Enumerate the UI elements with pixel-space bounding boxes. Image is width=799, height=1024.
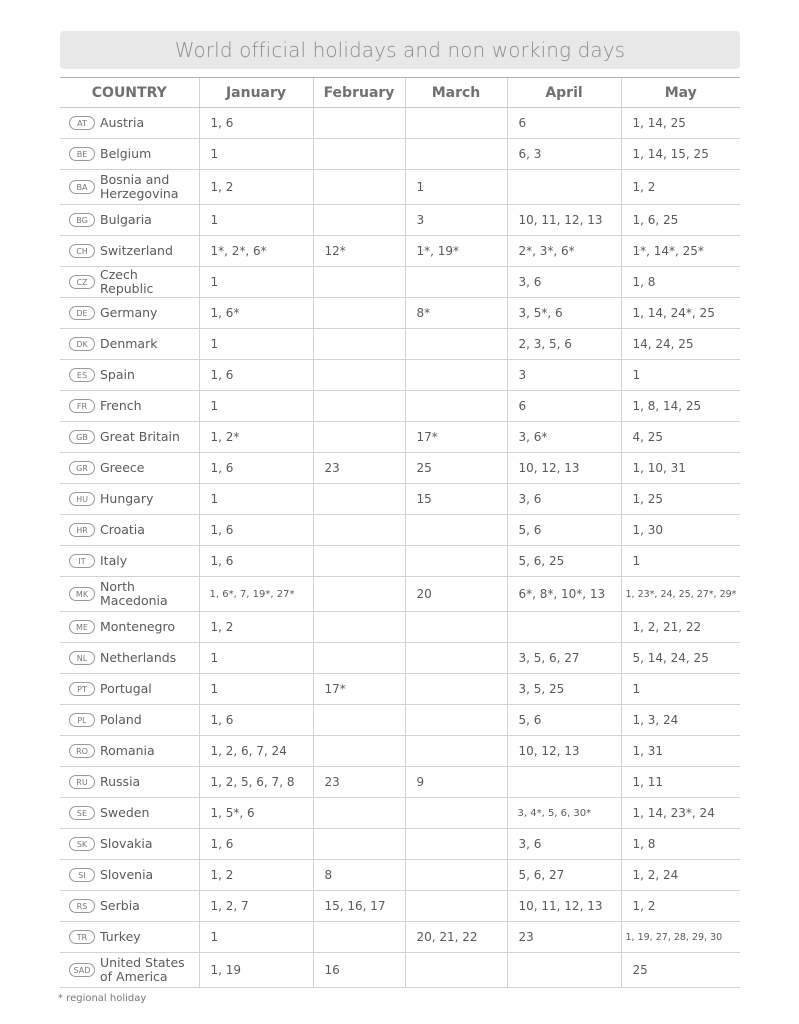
country-cell	[60, 612, 199, 643]
holiday-cell-apr: 5, 6	[507, 515, 621, 546]
table-row	[60, 391, 740, 422]
country-code-badge: BG	[69, 213, 95, 227]
country-code-badge: SK	[69, 837, 95, 851]
country-name: North Macedonia	[100, 579, 168, 608]
holiday-cell-jan: 1, 2, 7	[199, 891, 313, 922]
country-name: Greece	[100, 460, 145, 476]
holiday-cell-mar: 20	[405, 577, 507, 612]
country-code-badge: RS	[69, 899, 95, 913]
holiday-cell-feb	[313, 577, 405, 612]
holiday-cell-apr: 10, 12, 13	[507, 453, 621, 484]
holiday-cell-may: 1, 14, 23*, 24	[621, 798, 740, 829]
country-code-badge: ES	[69, 368, 95, 382]
country-name: Italy	[100, 553, 128, 569]
holiday-cell-apr	[507, 170, 621, 205]
holiday-cell-jan: 1	[199, 391, 313, 422]
table-row	[60, 298, 740, 329]
holiday-cell-may: 1, 8	[621, 267, 740, 298]
holiday-cell-mar	[405, 953, 507, 988]
country-code-badge: BA	[69, 180, 95, 194]
holiday-cell-jan: 1, 6	[199, 360, 313, 391]
country-name: Hungary	[100, 491, 154, 507]
table-row	[60, 612, 740, 643]
holiday-cell-may: 1, 19, 27, 28, 29, 30	[621, 922, 740, 953]
holiday-cell-feb	[313, 643, 405, 674]
holiday-cell-apr: 3, 6	[507, 829, 621, 860]
country-name: Slovenia	[100, 867, 154, 883]
holiday-cell-jan: 1, 6	[199, 705, 313, 736]
country-name: Croatia	[100, 522, 145, 538]
holiday-cell-feb: 15, 16, 17	[313, 891, 405, 922]
holiday-cell-feb	[313, 798, 405, 829]
holiday-cell-apr	[507, 767, 621, 798]
country-cell	[60, 236, 199, 267]
holiday-cell-apr: 6, 3	[507, 139, 621, 170]
country-cell	[60, 829, 199, 860]
table-row	[60, 139, 740, 170]
country-cell	[60, 736, 199, 767]
holiday-cell-jan: 1	[199, 484, 313, 515]
holiday-cell-apr: 3, 4*, 5, 6, 30*	[507, 798, 621, 829]
holiday-cell-jan: 1, 6	[199, 453, 313, 484]
country-cell	[60, 360, 199, 391]
holiday-cell-mar	[405, 891, 507, 922]
holidays-table	[60, 78, 740, 988]
country-name: Denmark	[100, 336, 158, 352]
holiday-cell-feb: 23	[313, 767, 405, 798]
table-row	[60, 108, 740, 139]
holiday-cell-jan: 1, 2	[199, 170, 313, 205]
country-cell	[60, 139, 199, 170]
table-body	[60, 108, 740, 988]
holiday-cell-apr: 3, 6	[507, 484, 621, 515]
table-row	[60, 922, 740, 953]
holiday-cell-may: 14, 24, 25	[621, 329, 740, 360]
holiday-cell-jan: 1	[199, 329, 313, 360]
table-row	[60, 767, 740, 798]
holiday-cell-apr: 6*, 8*, 10*, 13	[507, 577, 621, 612]
holiday-cell-jan: 1	[199, 139, 313, 170]
holiday-cell-feb	[313, 267, 405, 298]
country-name: Turkey	[100, 929, 141, 945]
country-name: Poland	[100, 712, 142, 728]
country-code-badge: PT	[69, 682, 95, 696]
holiday-cell-may: 1, 2, 24	[621, 860, 740, 891]
country-name: French	[100, 398, 142, 414]
holiday-cell-mar	[405, 139, 507, 170]
country-cell	[60, 953, 199, 988]
table-row	[60, 515, 740, 546]
country-cell	[60, 108, 199, 139]
country-code-badge: RO	[69, 744, 95, 758]
holiday-cell-apr: 3, 5*, 6	[507, 298, 621, 329]
holiday-cell-feb	[313, 360, 405, 391]
country-code-badge: DK	[69, 337, 95, 351]
holiday-cell-apr: 10, 11, 12, 13	[507, 205, 621, 236]
holiday-cell-feb: 17*	[313, 674, 405, 705]
holiday-cell-feb	[313, 612, 405, 643]
country-cell	[60, 546, 199, 577]
holiday-cell-feb	[313, 139, 405, 170]
country-name: Russia	[100, 774, 141, 790]
holiday-cell-jan: 1, 6	[199, 108, 313, 139]
holiday-cell-mar	[405, 391, 507, 422]
holiday-cell-may: 1	[621, 360, 740, 391]
holiday-cell-feb	[313, 170, 405, 205]
holiday-cell-feb: 23	[313, 453, 405, 484]
holiday-cell-feb	[313, 515, 405, 546]
header-may: May	[621, 78, 740, 108]
holiday-cell-feb	[313, 391, 405, 422]
holiday-cell-jan: 1, 6*	[199, 298, 313, 329]
holiday-cell-mar	[405, 515, 507, 546]
holiday-cell-apr: 10, 11, 12, 13	[507, 891, 621, 922]
table-row	[60, 329, 740, 360]
holiday-cell-jan: 1, 2*	[199, 422, 313, 453]
holiday-cell-may: 1, 8, 14, 25	[621, 391, 740, 422]
table-row	[60, 705, 740, 736]
table-row	[60, 577, 740, 612]
country-code-badge: ME	[69, 620, 95, 634]
country-name: United States of America	[100, 955, 185, 984]
holiday-cell-may: 1*, 14*, 25*	[621, 236, 740, 267]
page-title: World official holidays and non working days	[60, 31, 740, 69]
country-code-badge: MK	[69, 587, 95, 601]
holiday-cell-may: 4, 25	[621, 422, 740, 453]
country-name: Switzerland	[100, 243, 173, 259]
country-cell	[60, 643, 199, 674]
holiday-cell-apr: 5, 6	[507, 705, 621, 736]
footnote: * regional holiday	[58, 993, 147, 1004]
country-cell	[60, 484, 199, 515]
holiday-cell-mar: 3	[405, 205, 507, 236]
holiday-cell-mar: 20, 21, 22	[405, 922, 507, 953]
holiday-cell-may: 1, 2, 21, 22	[621, 612, 740, 643]
country-cell	[60, 422, 199, 453]
holiday-cell-may: 1, 2	[621, 170, 740, 205]
holiday-cell-apr: 3, 5, 25	[507, 674, 621, 705]
country-name: Portugal	[100, 681, 152, 697]
table-row	[60, 484, 740, 515]
holiday-cell-may: 25	[621, 953, 740, 988]
country-code-badge: GR	[69, 461, 95, 475]
country-cell	[60, 329, 199, 360]
holiday-cell-may: 1, 30	[621, 515, 740, 546]
holiday-cell-apr	[507, 612, 621, 643]
header-february: February	[313, 78, 405, 108]
country-code-badge: NL	[69, 651, 95, 665]
country-code-badge: GB	[69, 430, 95, 444]
country-code-badge: SI	[69, 868, 95, 882]
holiday-cell-feb	[313, 705, 405, 736]
country-cell	[60, 674, 199, 705]
country-name: Montenegro	[100, 619, 176, 635]
header-january: January	[199, 78, 313, 108]
holiday-cell-apr: 5, 6, 25	[507, 546, 621, 577]
holiday-cell-apr: 3	[507, 360, 621, 391]
table-header-row	[60, 78, 740, 108]
country-code-badge: BE	[69, 147, 95, 161]
holiday-cell-may: 1, 2	[621, 891, 740, 922]
holiday-cell-mar	[405, 674, 507, 705]
holiday-cell-apr: 6	[507, 108, 621, 139]
holiday-cell-feb	[313, 329, 405, 360]
holiday-cell-feb: 8	[313, 860, 405, 891]
country-code-badge: AT	[69, 116, 95, 130]
header-april: April	[507, 78, 621, 108]
holiday-cell-apr: 6	[507, 391, 621, 422]
holiday-cell-jan: 1	[199, 643, 313, 674]
holiday-cell-feb	[313, 422, 405, 453]
holiday-cell-jan: 1, 19	[199, 953, 313, 988]
holiday-cell-mar	[405, 829, 507, 860]
country-code-badge: HU	[69, 492, 95, 506]
country-cell	[60, 705, 199, 736]
country-name: Serbia	[100, 898, 140, 914]
holiday-cell-mar: 1	[405, 170, 507, 205]
country-name: Czech Republic	[100, 267, 154, 296]
holiday-cell-jan: 1, 6*, 7, 19*, 27*	[199, 577, 313, 612]
country-cell	[60, 860, 199, 891]
country-code-badge: PL	[69, 713, 95, 727]
country-cell	[60, 298, 199, 329]
table-row	[60, 674, 740, 705]
holiday-cell-mar	[405, 612, 507, 643]
holiday-cell-mar	[405, 360, 507, 391]
country-cell	[60, 453, 199, 484]
table-row	[60, 953, 740, 988]
holiday-cell-feb	[313, 108, 405, 139]
country-name: Slovakia	[100, 836, 153, 852]
table-row	[60, 891, 740, 922]
country-cell	[60, 205, 199, 236]
holiday-cell-mar	[405, 643, 507, 674]
holiday-cell-mar: 9	[405, 767, 507, 798]
table-row	[60, 267, 740, 298]
country-code-badge: IT	[69, 554, 95, 568]
holiday-cell-feb	[313, 736, 405, 767]
holiday-cell-feb	[313, 829, 405, 860]
country-code-badge: SE	[69, 806, 95, 820]
holiday-cell-jan: 1, 6	[199, 515, 313, 546]
country-name: Bosnia and Herzegovina	[100, 172, 179, 201]
holiday-cell-feb: 12*	[313, 236, 405, 267]
holiday-cell-jan: 1	[199, 205, 313, 236]
holiday-cell-apr: 3, 6	[507, 267, 621, 298]
country-cell	[60, 922, 199, 953]
holiday-cell-jan: 1, 2	[199, 612, 313, 643]
country-name: Austria	[100, 115, 145, 131]
holiday-cell-may: 1, 10, 31	[621, 453, 740, 484]
table-row	[60, 236, 740, 267]
holiday-cell-jan: 1, 2, 5, 6, 7, 8	[199, 767, 313, 798]
country-cell	[60, 891, 199, 922]
country-name: Belgium	[100, 146, 152, 162]
holiday-cell-mar	[405, 267, 507, 298]
table-row	[60, 829, 740, 860]
holiday-cell-feb	[313, 922, 405, 953]
country-code-badge: TR	[69, 930, 95, 944]
holiday-cell-apr: 3, 5, 6, 27	[507, 643, 621, 674]
holiday-cell-jan: 1	[199, 922, 313, 953]
holiday-cell-may: 1, 3, 24	[621, 705, 740, 736]
holiday-cell-jan: 1*, 2*, 6*	[199, 236, 313, 267]
country-code-badge: CZ	[69, 275, 95, 289]
holiday-cell-mar	[405, 736, 507, 767]
country-code-badge: RU	[69, 775, 95, 789]
country-cell	[60, 767, 199, 798]
country-name: Netherlands	[100, 650, 177, 666]
holiday-cell-mar	[405, 705, 507, 736]
country-cell	[60, 577, 199, 612]
country-name: Great Britain	[100, 429, 180, 445]
holiday-cell-feb	[313, 484, 405, 515]
header-march: March	[405, 78, 507, 108]
holiday-cell-may: 1, 25	[621, 484, 740, 515]
table-row	[60, 860, 740, 891]
country-cell	[60, 798, 199, 829]
holiday-cell-mar	[405, 329, 507, 360]
holiday-cell-jan: 1, 6	[199, 546, 313, 577]
table-row	[60, 360, 740, 391]
holiday-cell-mar: 15	[405, 484, 507, 515]
holiday-cell-jan: 1	[199, 674, 313, 705]
holiday-cell-feb	[313, 546, 405, 577]
holiday-cell-mar: 17*	[405, 422, 507, 453]
holiday-cell-mar: 8*	[405, 298, 507, 329]
holiday-cell-mar	[405, 860, 507, 891]
country-code-badge: CH	[69, 244, 95, 258]
holiday-cell-apr	[507, 953, 621, 988]
holiday-cell-apr: 23	[507, 922, 621, 953]
holiday-cell-apr: 5, 6, 27	[507, 860, 621, 891]
holiday-cell-apr: 10, 12, 13	[507, 736, 621, 767]
country-code-badge: SAD	[69, 963, 95, 977]
country-name: Germany	[100, 305, 158, 321]
holiday-cell-may: 1, 31	[621, 736, 740, 767]
table-row	[60, 205, 740, 236]
table-row	[60, 453, 740, 484]
holiday-cell-mar: 25	[405, 453, 507, 484]
country-code-badge: FR	[69, 399, 95, 413]
holiday-cell-apr: 2*, 3*, 6*	[507, 236, 621, 267]
holiday-cell-jan: 1, 5*, 6	[199, 798, 313, 829]
holiday-cell-mar	[405, 546, 507, 577]
country-cell	[60, 391, 199, 422]
table-row	[60, 422, 740, 453]
holiday-cell-apr: 3, 6*	[507, 422, 621, 453]
holiday-cell-jan: 1, 6	[199, 829, 313, 860]
table-row	[60, 546, 740, 577]
table-row	[60, 170, 740, 205]
holiday-cell-may: 1, 23*, 24, 25, 27*, 29*	[621, 577, 740, 612]
holiday-cell-mar	[405, 798, 507, 829]
holiday-cell-may: 1, 11	[621, 767, 740, 798]
holiday-cell-may: 1	[621, 546, 740, 577]
holiday-cell-mar: 1*, 19*	[405, 236, 507, 267]
country-name: Sweden	[100, 805, 150, 821]
holiday-cell-mar	[405, 108, 507, 139]
holiday-cell-may: 1, 14, 15, 25	[621, 139, 740, 170]
holiday-cell-jan: 1, 2, 6, 7, 24	[199, 736, 313, 767]
table-row	[60, 643, 740, 674]
table-row	[60, 798, 740, 829]
holiday-cell-feb	[313, 205, 405, 236]
country-cell	[60, 267, 199, 298]
holiday-cell-feb	[313, 298, 405, 329]
holiday-cell-jan: 1	[199, 267, 313, 298]
country-code-badge: DE	[69, 306, 95, 320]
country-cell	[60, 170, 199, 205]
holiday-cell-may: 1, 6, 25	[621, 205, 740, 236]
country-code-badge: HR	[69, 523, 95, 537]
holiday-cell-may: 1, 14, 24*, 25	[621, 298, 740, 329]
header-country: COUNTRY	[60, 78, 199, 108]
table-row	[60, 736, 740, 767]
country-name: Spain	[100, 367, 135, 383]
holiday-cell-jan: 1, 2	[199, 860, 313, 891]
country-name: Bulgaria	[100, 212, 152, 228]
country-name: Romania	[100, 743, 155, 759]
holiday-cell-may: 1	[621, 674, 740, 705]
country-cell	[60, 515, 199, 546]
holiday-cell-may: 1, 8	[621, 829, 740, 860]
holiday-cell-feb: 16	[313, 953, 405, 988]
holiday-cell-may: 1, 14, 25	[621, 108, 740, 139]
holiday-cell-apr: 2, 3, 5, 6	[507, 329, 621, 360]
holiday-cell-may: 5, 14, 24, 25	[621, 643, 740, 674]
